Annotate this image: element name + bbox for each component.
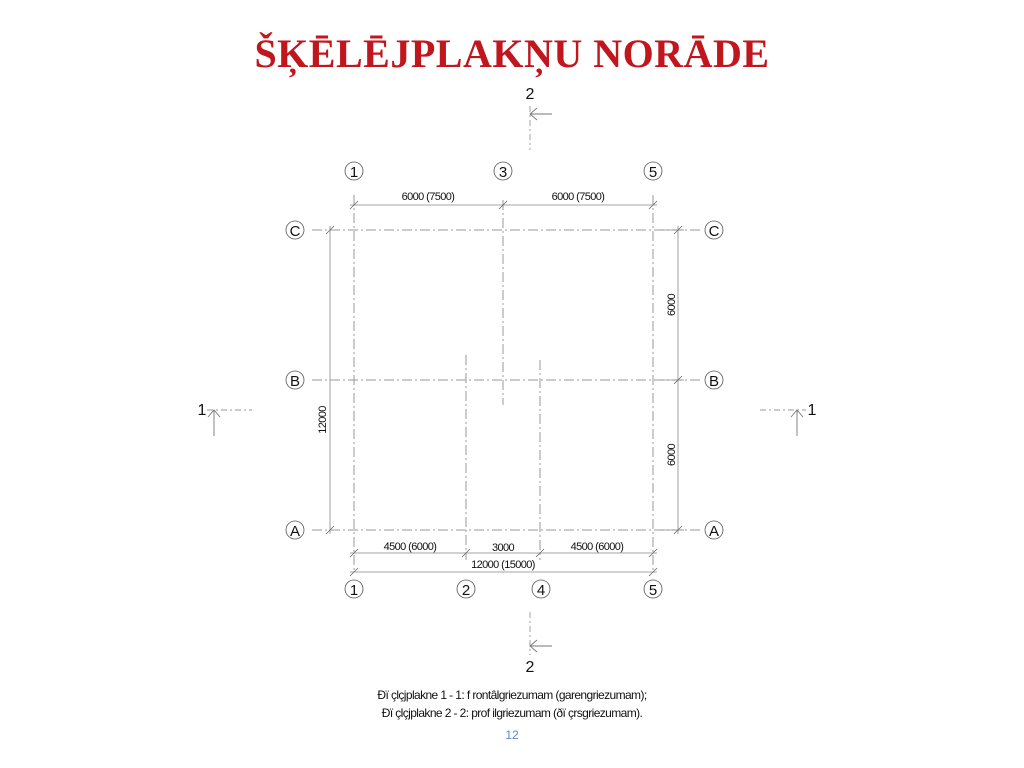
dim-bottom-1-2: 4500 (6000): [383, 541, 437, 553]
slide-title: ŠĶĒLĒJPLAKŅU NORĀDE: [254, 31, 770, 76]
axis-bubble-top-3: [494, 162, 512, 181]
section-mark-left: [198, 402, 252, 436]
section-mark-bottom: [526, 612, 552, 676]
svg-text:1: 1: [807, 402, 817, 419]
dim-right-B-A: 6000: [666, 443, 678, 467]
svg-text:3: 3: [498, 164, 508, 181]
axis-bubble-bottom-5: [644, 580, 662, 599]
svg-text:2: 2: [525, 86, 535, 103]
dim-top-1-3: 6000 (7500): [401, 191, 455, 203]
dim-left-total: 12000: [317, 406, 329, 434]
svg-text:1: 1: [349, 582, 359, 599]
dim-right-C-B: 6000: [666, 293, 678, 317]
svg-text:A: A: [708, 523, 720, 540]
axis-bubble-left-A: [286, 521, 304, 540]
svg-text:5: 5: [648, 582, 658, 599]
grid-axis-lines: [312, 195, 700, 570]
svg-text:A: A: [289, 523, 301, 540]
svg-text:C: C: [708, 223, 720, 240]
caption-line-2: Ðï çlçjplakne 2 - 2: prof ilgriezumam (ðï çrsgriezumam).: [381, 706, 643, 720]
dim-bottom-2-4: 3000: [491, 542, 515, 554]
dim-bottom-total: 12000 (15000): [471, 559, 535, 571]
svg-text:B: B: [708, 373, 720, 390]
axis-bubble-bottom-1: [345, 580, 363, 599]
axis-bubble-bottom-4: [532, 580, 550, 599]
axis-bubble-right-B: [705, 371, 723, 390]
svg-text:B: B: [289, 373, 301, 390]
svg-text:C: C: [289, 223, 301, 240]
svg-text:1: 1: [197, 402, 207, 419]
axis-bubble-right-C: [705, 221, 723, 240]
dimension-lines: [326, 201, 684, 576]
axis-bubble-left-B: [286, 371, 304, 390]
section-mark-top: [526, 86, 552, 150]
svg-text:5: 5: [648, 164, 658, 181]
page-number: 12: [505, 728, 519, 742]
axis-bubble-left-C: [286, 221, 304, 240]
axis-bubble-right-A: [705, 521, 723, 540]
svg-text:1: 1: [349, 164, 359, 181]
section-mark-right: [760, 402, 817, 436]
caption-line-1: Ðï çlçjplakne 1 - 1: f rontâlgriezumam (garengriezumam);: [377, 688, 647, 702]
dim-bottom-4-5: 4500 (6000): [570, 541, 624, 553]
dim-top-3-5: 6000 (7500): [551, 191, 605, 203]
axis-bubble-top-5: [644, 162, 662, 181]
svg-text:2: 2: [525, 659, 535, 676]
svg-text:2: 2: [461, 582, 471, 599]
axis-bubble-top-1: [345, 162, 363, 181]
svg-text:4: 4: [536, 582, 546, 599]
axis-bubble-bottom-2: [457, 580, 475, 599]
